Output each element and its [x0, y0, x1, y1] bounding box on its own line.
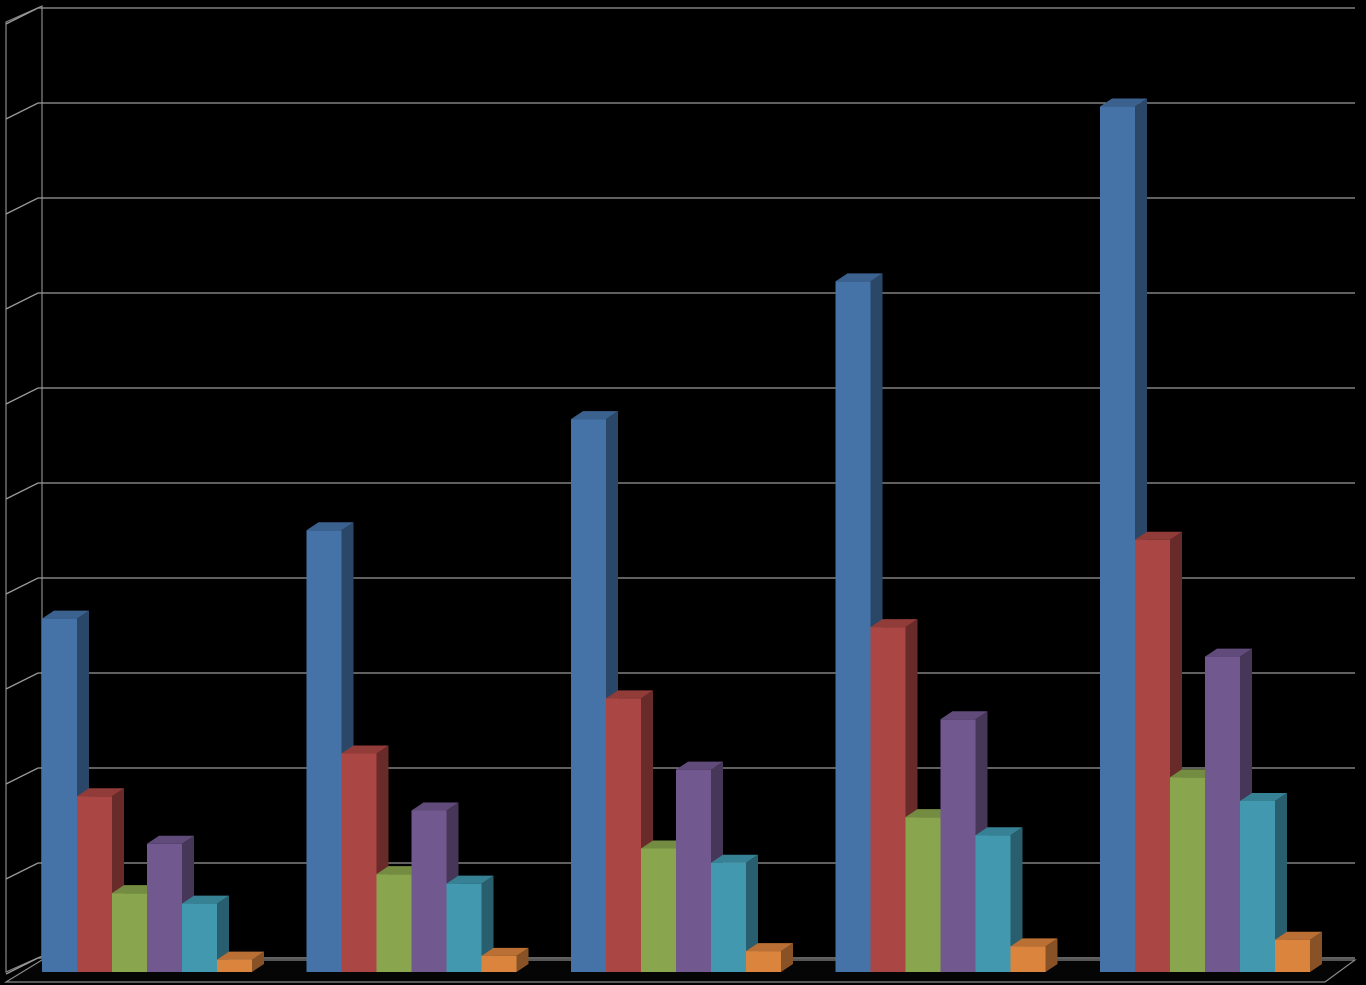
- bar-series: [42, 99, 1322, 972]
- side-wall: [6, 6, 42, 972]
- gridline: [6, 293, 1355, 309]
- bar: [1011, 938, 1058, 972]
- gridline: [6, 198, 1355, 214]
- gridline: [6, 388, 1355, 404]
- bar: [1275, 932, 1322, 972]
- gridline: [6, 483, 1355, 499]
- gridline: [6, 103, 1355, 119]
- bar: [482, 948, 529, 972]
- gridline: [6, 8, 1355, 24]
- bar: [746, 943, 793, 972]
